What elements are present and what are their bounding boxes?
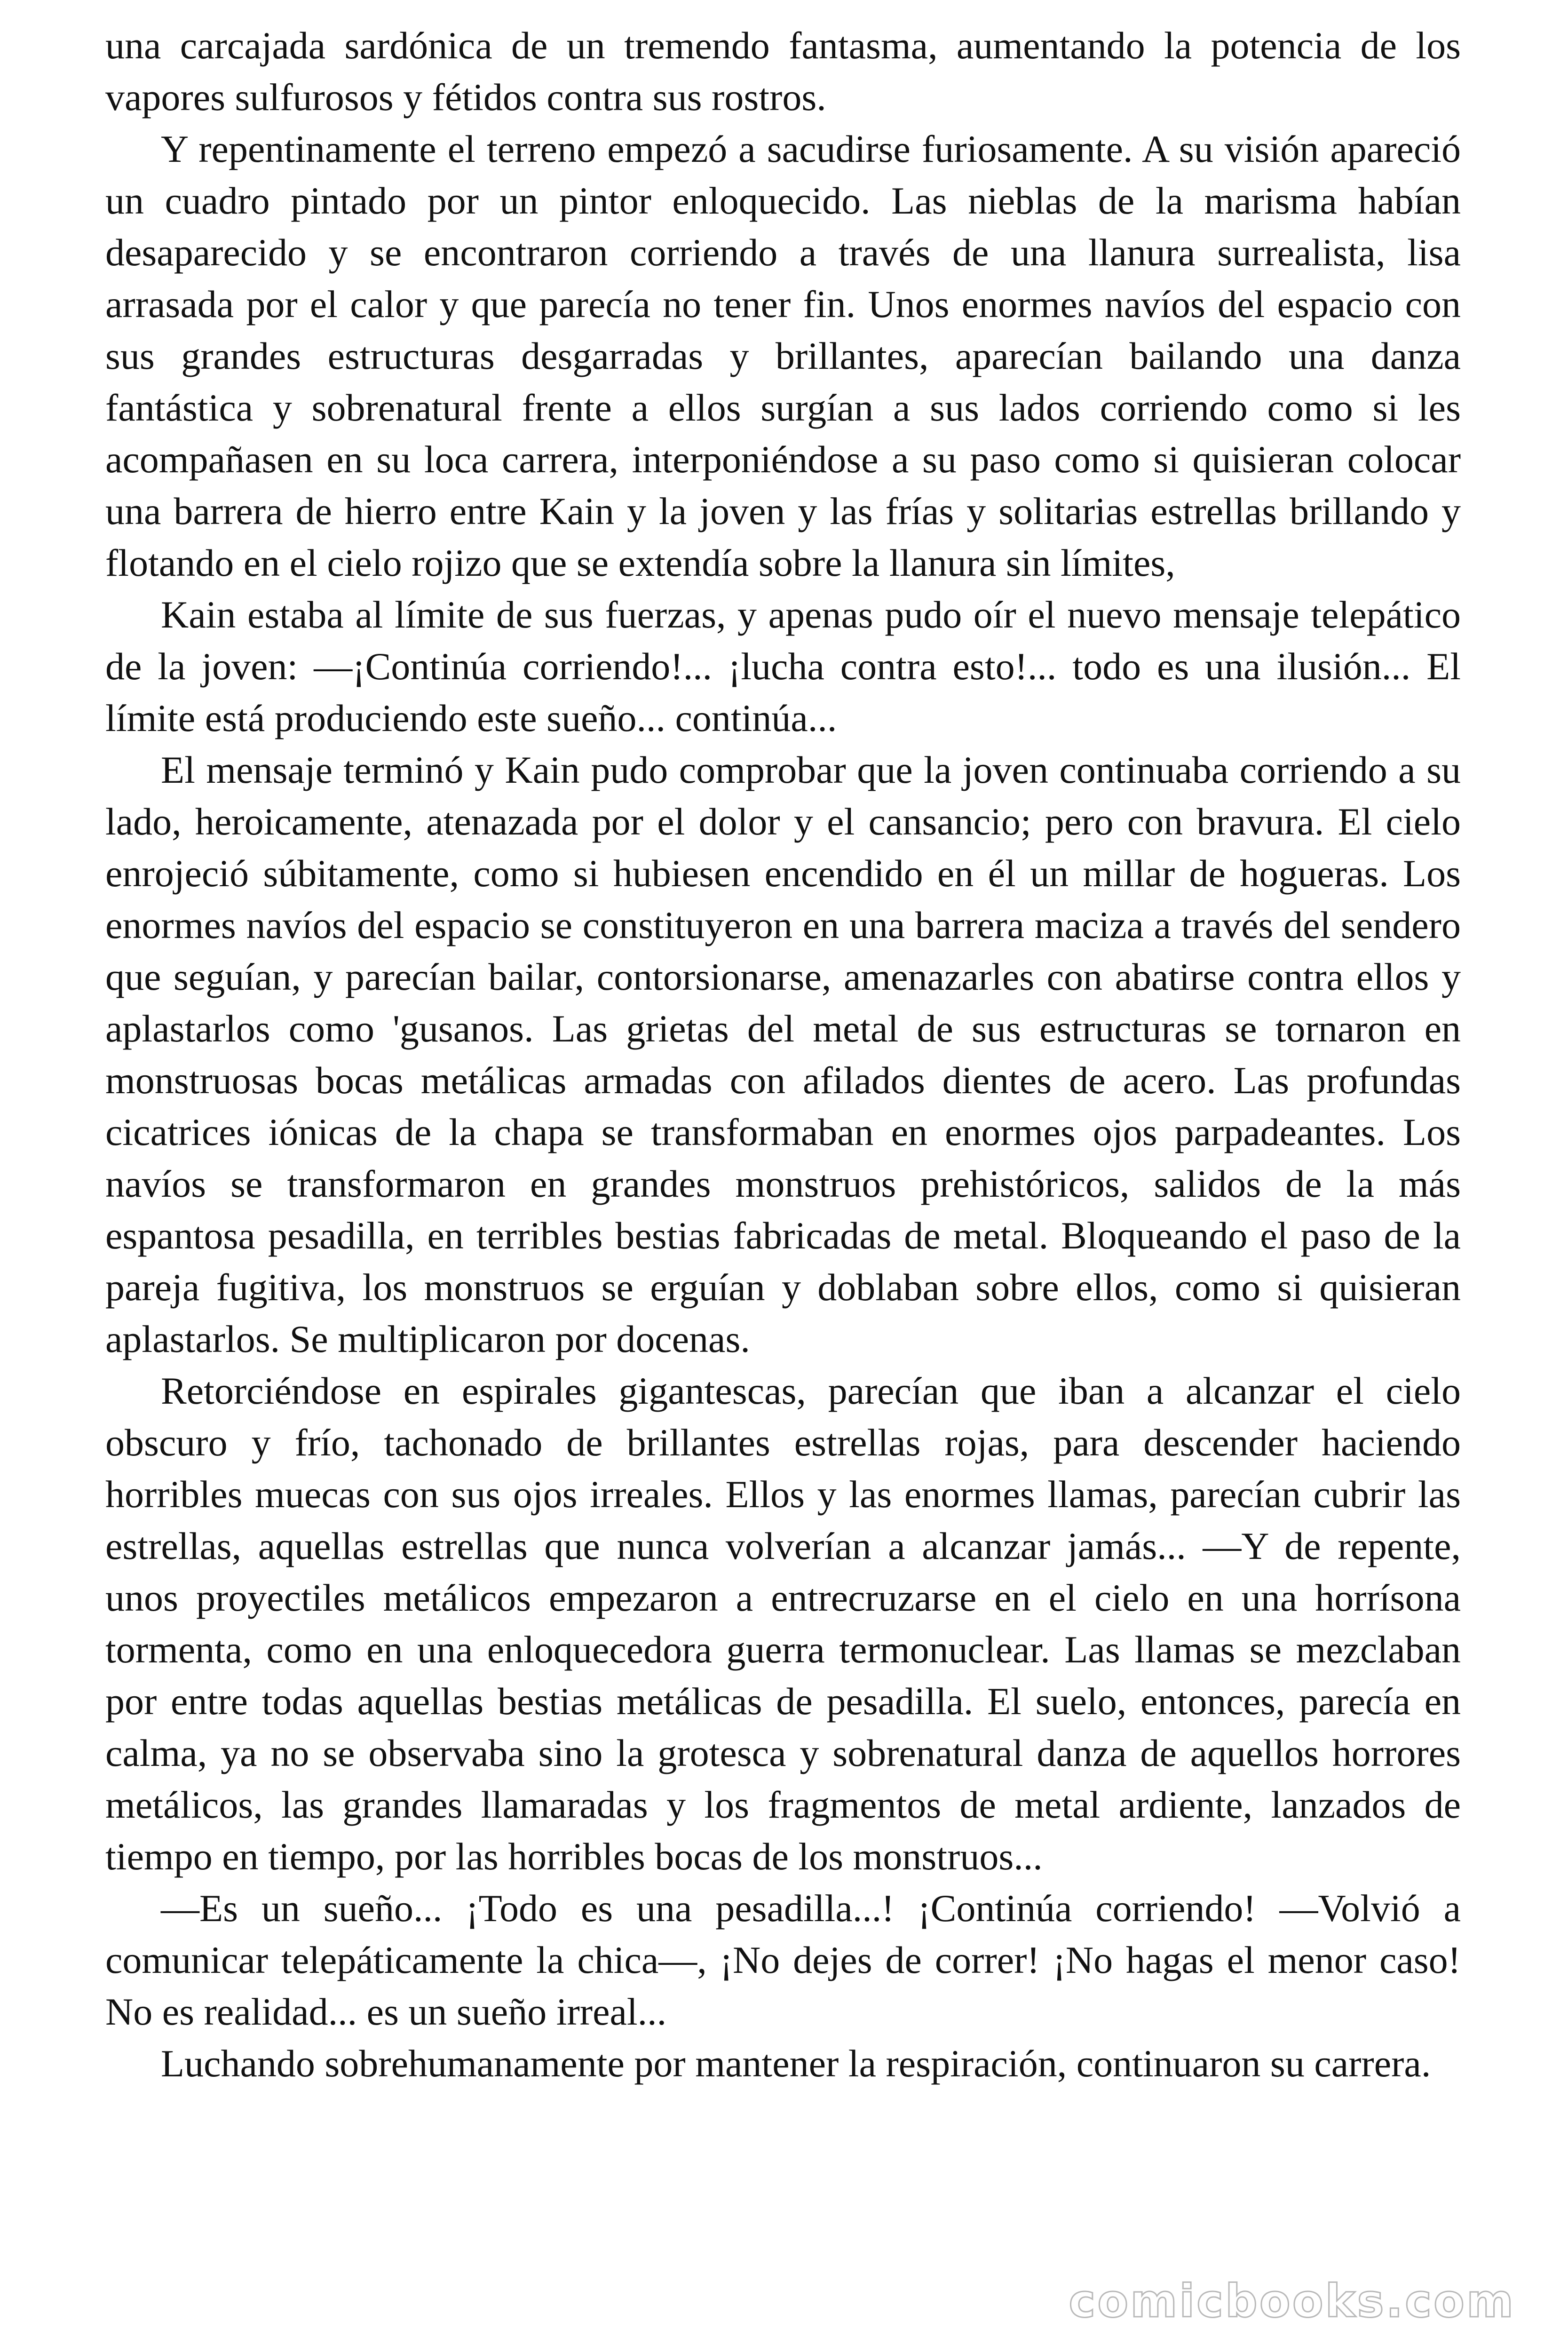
site-watermark: comicbooks.com — [1069, 2275, 1515, 2328]
paragraph-5: Retorciéndose en espirales gigantescas, parecían que iban a alcanzar el cielo obscuro y frío, tachonado de brillantes estrellas rojas, para descender haciendo horribles muecas con sus ojos irreales. Ellos y las enormes llamas, parecían cubrir las estrellas, aquellas estrellas que nunca volverían a alcanzar jamás... —Y de repente, unos proyectiles metálicos empezaron a entrecruzarse en el cielo en una horrísona tormenta, como en una enloquecedora guerra termonuclear. Las llamas se mezclaban por entre todas aquellas bestias metálicas de pesadilla. El suelo, entonces, parecía en calma, ya no se observaba sino la grotesca y sobrenatural danza de aquellos horrores metálicos, las grandes llamaradas y los fragmentos de metal ardiente, lanzados de tiempo en tiempo, por las horribles bocas de los monstruos... — [105, 1369, 1461, 1878]
paragraph-7: Luchando sobrehumanamente por mantener la respiración, continuaron su carrera. — [161, 2042, 1431, 2085]
paragraph-4: El mensaje terminó y Kain pudo comprobar que la joven continuaba corriendo a su lado, heroicamente, atenazada por el dolor y el cansancio; pero con bravura. El cielo enrojeció súbitamente, como si hubiesen encendido en él un millar de hogueras. Los enormes navíos del espacio se constituyeron en una barrera maciza a través del sendero que seguían, y parecían bailar, contorsionarse, amenazarles con abatirse contra ellos y aplastarlos como 'gusanos. Las grietas del metal de sus estructuras se tornaron en monstruosas bocas metálicas armadas con afilados dientes de acero. Las profundas cicatrices iónicas de la chapa se transformaban en enormes ojos parpadeantes. Los navíos se transformaron en grandes monstruos prehistóricos, salidos de la más espantosa pesadilla, en terribles bestias fabricadas de metal. Bloqueando el paso de la pareja fugitiva, los monstruos se erguían y doblaban sobre ellos, como si quisieran aplastarlos. Se multiplicaron por docenas. — [105, 748, 1461, 1360]
paragraph-3: Kain estaba al límite de sus fuerzas, y apenas pudo oír el nuevo mensaje telepático de la joven: —¡Continúa corriendo!... ¡lucha contra esto!... todo es una ilusión... El límite está produciendo este sueño... continúa... — [105, 593, 1461, 739]
book-page-text — [105, 20, 1461, 2090]
paragraph-1: una carcajada sardónica de un tremendo fantasma, aumentando la potencia de los vapores sulfurosos y fétidos contra sus rostros. — [105, 24, 1461, 119]
paragraph-6: —Es un sueño... ¡Todo es una pesadilla...! ¡Continúa corriendo! —Volvió a comunicar telepáticamente la chica—, ¡No dejes de correr! ¡No hagas el menor caso! No es realidad... es un sueño irreal... — [105, 1887, 1461, 2033]
paragraph-2: Y repentinamente el terreno empezó a sacudirse furiosamente. A su visión apareció un cuadro pintado por un pintor enloquecido. Las nieblas de la marisma habían desaparecido y se encontraron corriendo a través de una llanura surrealista, lisa arrasada por el calor y que parecía no tener fin. Unos enormes navíos del espacio con sus grandes estructuras desgarradas y brillantes, aparecían bailando una danza fantástica y sobrenatural frente a ellos surgían a sus lados corriendo como si les acompañasen en su loca carrera, interponiéndose a su paso como si quisieran colocar una barrera de hierro entre Kain y la joven y las frías y solitarias estrellas brillando y flotando en el cielo rojizo que se extendía sobre la llanura sin límites, — [105, 127, 1461, 584]
